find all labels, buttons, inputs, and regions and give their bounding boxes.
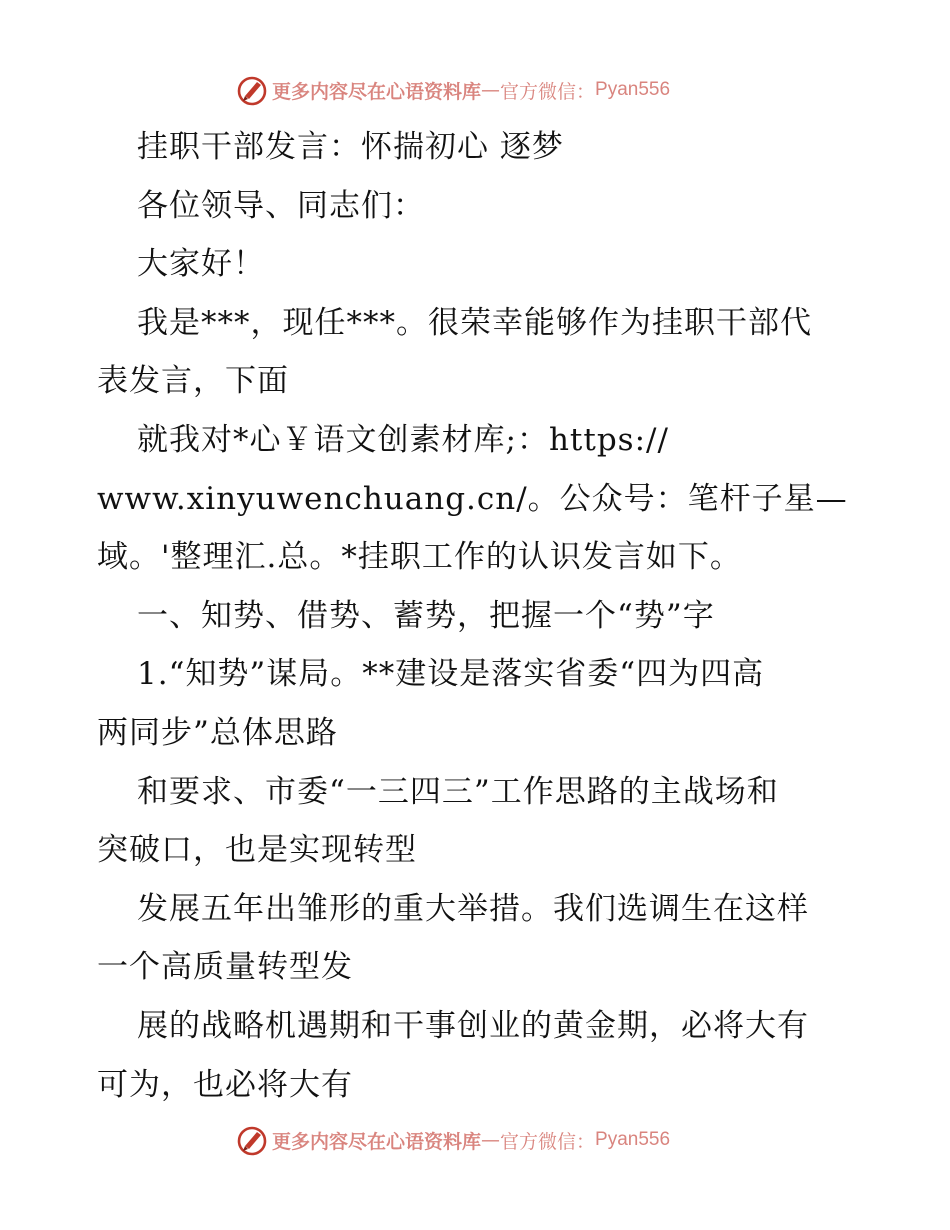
watermark-wechat-id: Pyan556 [595, 1129, 671, 1150]
footer-watermark [236, 1122, 670, 1158]
watermark-text: 更多内容尽在心语资料库 [272, 1130, 482, 1153]
body-line: 1.“知势”谋局。**建设是落实省委“四为四高 [137, 656, 765, 693]
section-heading: 一、知势、借势、蓄势，把握一个“势”字 [137, 597, 715, 634]
watermark-wechat-label: 官方微信： [500, 1130, 596, 1153]
body-line: 发展五年出雏形的重大举措。我们选调生在这样 [137, 890, 809, 927]
salutation: 各位领导、同志们： [137, 187, 425, 224]
body-line: 展的战略机遇期和干事创业的黄金期，必将大有 [137, 1007, 809, 1044]
watermark-dash: — [481, 1129, 501, 1151]
watermark-wechat-id: Pyan556 [595, 79, 671, 100]
body-line: 我是***，现任***。很荣幸能够作为挂职干部代 [137, 304, 812, 341]
watermark-text: 更多内容尽在心语资料库 [272, 80, 482, 103]
body-line: 突破口，也是实现转型 [97, 832, 417, 869]
body-line: 一个高质量转型发 [97, 949, 353, 986]
body-line: www.xinyuwenchuang.cn/。公众号：笔杆子星— [97, 480, 848, 517]
pen-logo-icon [236, 1124, 268, 1156]
document-title: 挂职干部发言：怀揣初心 逐梦 [137, 129, 564, 165]
watermark-wechat-label: 官方微信： [500, 80, 596, 103]
body-line: 和要求、市委“一三四三”工作思路的主战场和 [137, 773, 779, 810]
body-line: 可为，也必将大有 [97, 1066, 353, 1103]
body-line: 就我对*心￥语文创素材库;：https:// [137, 421, 669, 458]
pen-logo-icon [236, 74, 268, 106]
greeting: 大家好！ [137, 246, 265, 283]
watermark-dash: — [481, 79, 501, 101]
header-watermark [236, 72, 670, 108]
body-line: 两同步”总体思路 [97, 714, 338, 751]
body-line: 域。'整理汇.总。*挂职工作的认识发言如下。 [97, 539, 742, 576]
document-body [97, 118, 857, 1114]
body-line: 表发言，下面 [97, 363, 289, 400]
